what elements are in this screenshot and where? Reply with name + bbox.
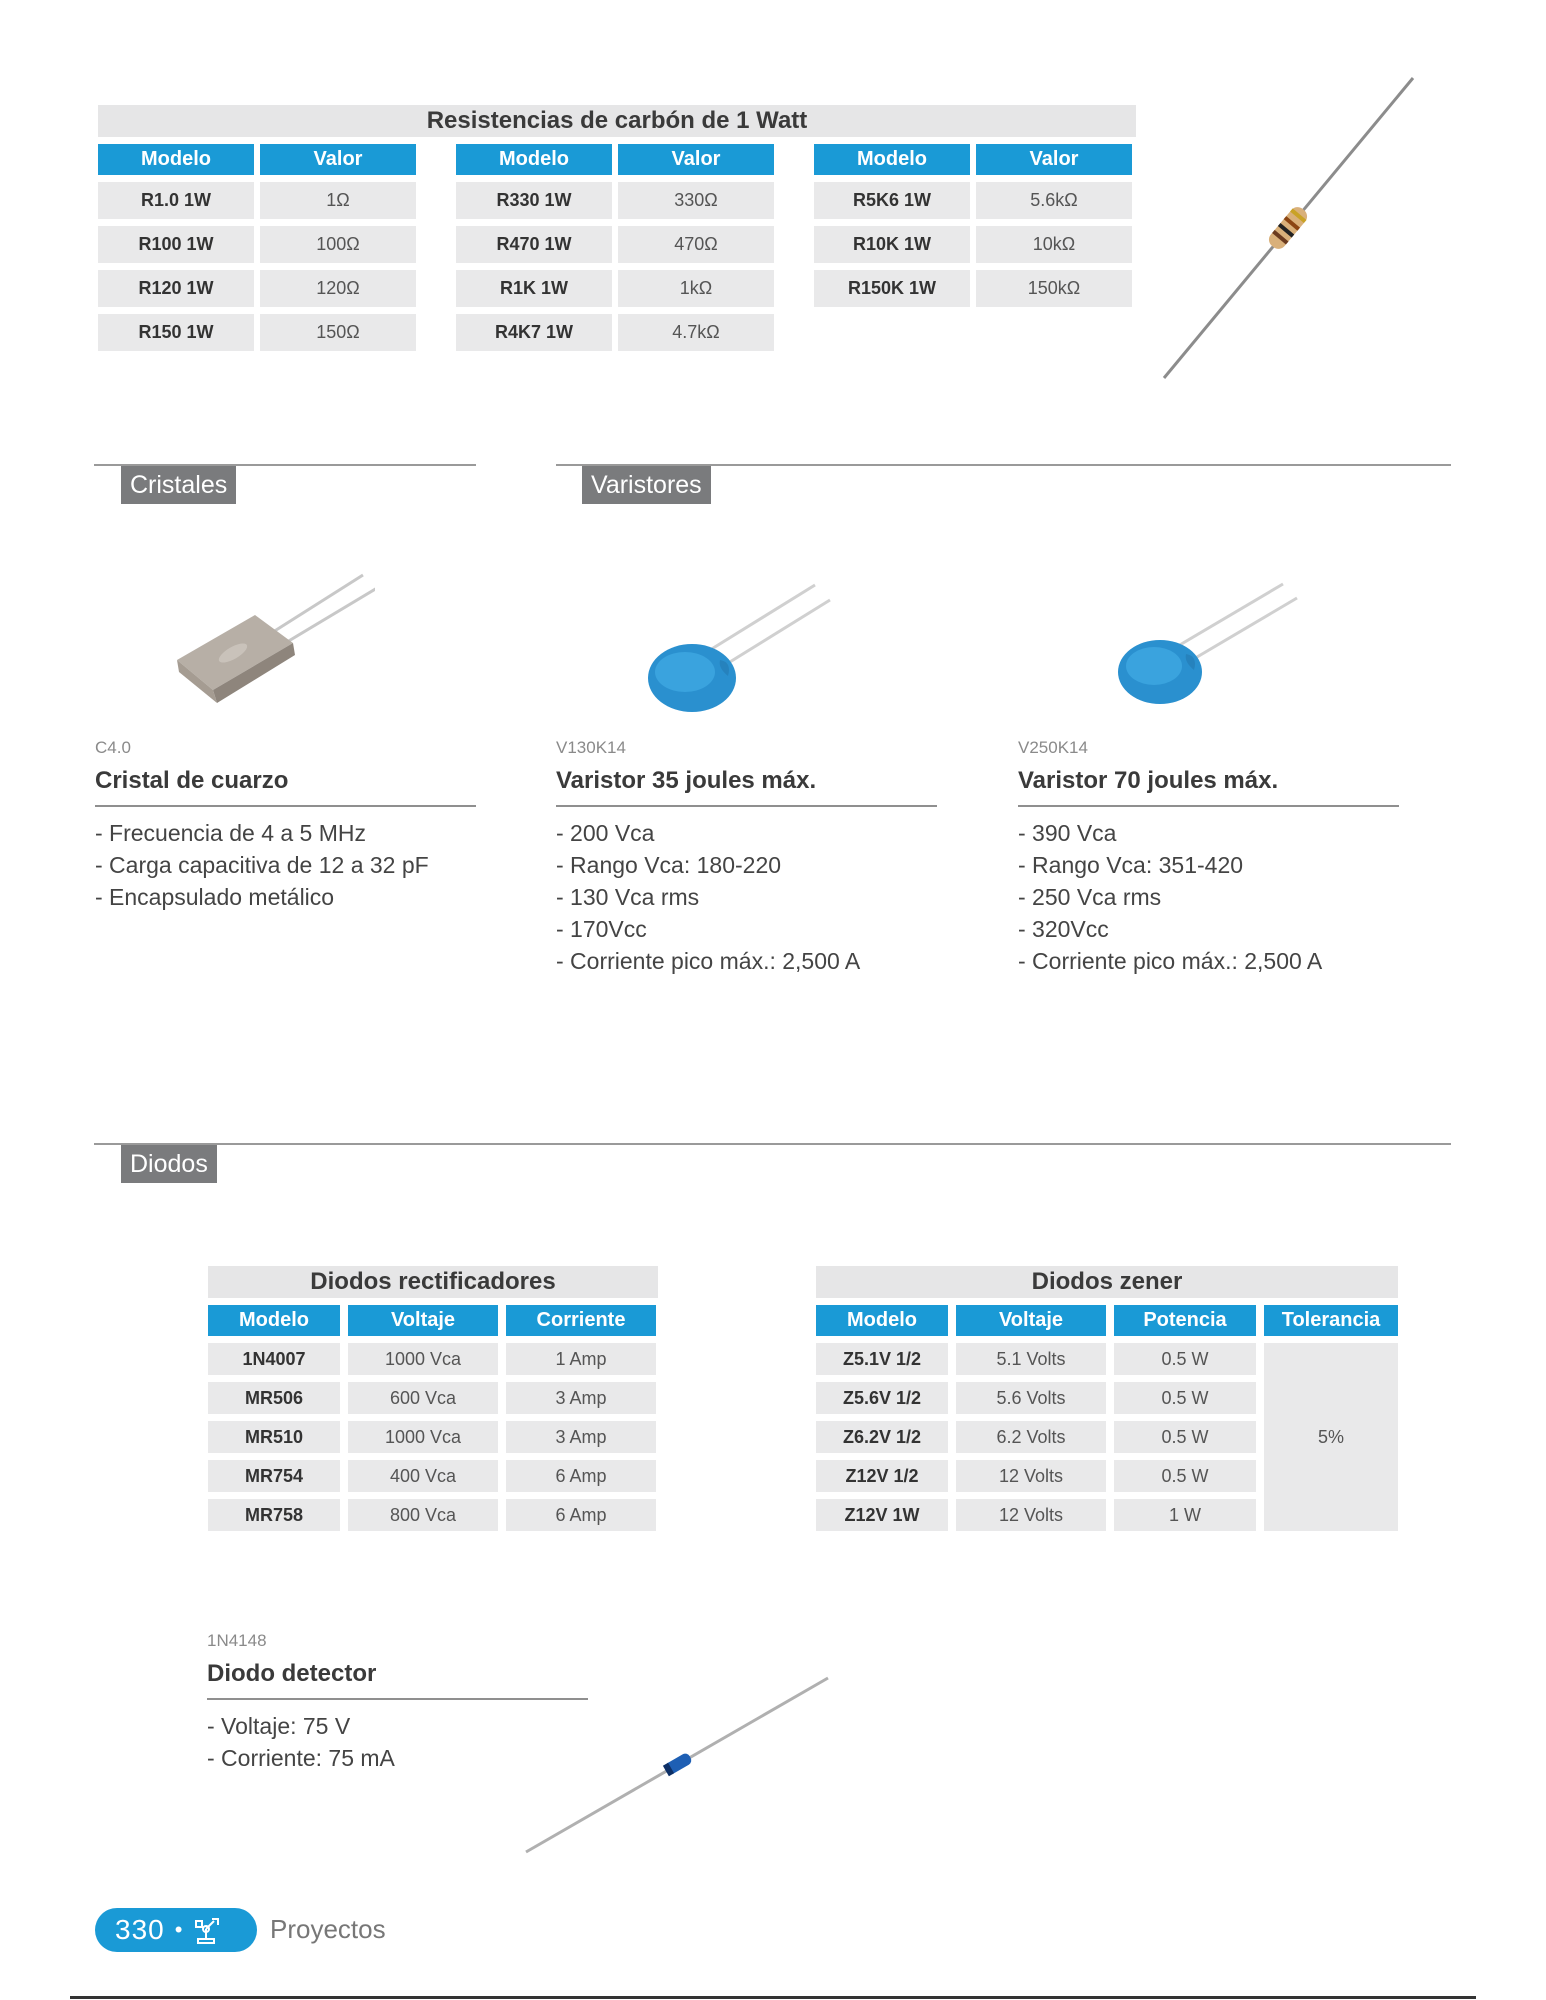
zener-value: 6.2 Volts (956, 1421, 1106, 1453)
resistor-image (1140, 70, 1420, 390)
col-header: Corriente (506, 1305, 656, 1336)
detector-title: Diodo detector (207, 1660, 377, 1687)
col-header-valor: Valor (260, 144, 416, 175)
resistor-model: R150K 1W (814, 270, 970, 307)
rectifier-value: 1000 Vca (348, 1343, 498, 1375)
resistor-model: R470 1W (456, 226, 612, 263)
resistor-value: 150Ω (260, 314, 416, 351)
col-header-valor: Valor (618, 144, 774, 175)
rectifier-value: 800 Vca (348, 1499, 498, 1531)
varistor-70-image (1100, 580, 1310, 730)
crystal-title-rule (95, 805, 476, 807)
resistor-value: 1Ω (260, 182, 416, 219)
zener-value: 5.6 Volts (956, 1382, 1106, 1414)
spec-item: - Frecuencia de 4 a 5 MHz (95, 820, 367, 846)
rectifier-model: MR754 (208, 1460, 340, 1492)
zener-value: 0.5 W (1114, 1460, 1256, 1492)
varistor-70-specs (1018, 817, 1322, 977)
footer-rule (70, 1996, 1476, 1999)
varistor-35-title: Varistor 35 joules máx. (556, 767, 817, 794)
rectifier-model: MR506 (208, 1382, 340, 1414)
resistor-model: R5K6 1W (814, 182, 970, 219)
spec-item: - Rango Vca: 351-420 (1018, 852, 1244, 878)
zener-tolerance: 5% (1264, 1343, 1398, 1531)
resistor-value: 100Ω (260, 226, 416, 263)
rectifier-value: 6 Amp (506, 1499, 656, 1531)
resistor-value: 5.6kΩ (976, 182, 1132, 219)
zener-value: 5.1 Volts (956, 1343, 1106, 1375)
varistor-70-title: Varistor 70 joules máx. (1018, 767, 1279, 794)
rectifier-value: 6 Amp (506, 1460, 656, 1492)
spec-item: - Voltaje: 75 V (207, 1713, 351, 1739)
zener-model: Z12V 1/2 (816, 1460, 948, 1492)
col-header: Modelo (208, 1305, 340, 1336)
resistor-value: 10kΩ (976, 226, 1132, 263)
spec-item: - 250 Vca rms (1018, 884, 1162, 910)
resistor-model: R100 1W (98, 226, 254, 263)
col-header-modelo: Modelo (456, 144, 612, 175)
col-header: Voltaje (956, 1305, 1106, 1336)
detector-diode-image (520, 1670, 840, 1860)
varistor-35-title-rule (556, 805, 937, 807)
spec-item: - Corriente pico máx.: 2,500 A (1018, 948, 1323, 974)
zener-model: Z5.1V 1/2 (816, 1343, 948, 1375)
resistor-value: 1kΩ (618, 270, 774, 307)
varistor-35-code: V130K14 (556, 738, 626, 757)
zener-value: 0.5 W (1114, 1421, 1256, 1453)
rectifier-value: 1 Amp (506, 1343, 656, 1375)
section-tab-varistores: Varistores (582, 466, 711, 504)
rectifier-model: MR758 (208, 1499, 340, 1531)
page-number: 330 (115, 1914, 165, 1945)
resistor-model: R1K 1W (456, 270, 612, 307)
rectifier-value: 3 Amp (506, 1382, 656, 1414)
resistor-model: R150 1W (98, 314, 254, 351)
detector-specs (207, 1710, 395, 1774)
col-header: Potencia (1114, 1305, 1256, 1336)
rectifier-model: 1N4007 (208, 1343, 340, 1375)
crystal-specs (95, 817, 429, 913)
col-header: Tolerancia (1264, 1305, 1398, 1336)
resistor-model: R4K7 1W (456, 314, 612, 351)
spec-item: - Carga capacitiva de 12 a 32 pF (95, 852, 429, 878)
zener-value: 12 Volts (956, 1499, 1106, 1531)
crystal-code: C4.0 (95, 738, 131, 757)
spec-item: - 320Vcc (1018, 916, 1109, 942)
rectifier-value: 1000 Vca (348, 1421, 498, 1453)
zener-model: Z5.6V 1/2 (816, 1382, 948, 1414)
varistor-70-title-rule (1018, 805, 1399, 807)
col-header: Voltaje (348, 1305, 498, 1336)
page-bullet: • (174, 1917, 183, 1942)
spec-item: - 200 Vca (556, 820, 655, 846)
section-tab-diodos: Diodos (121, 1145, 217, 1183)
resistor-value: 4.7kΩ (618, 314, 774, 351)
crystal-title: Cristal de cuarzo (95, 767, 289, 794)
diodos-divider (94, 1143, 1451, 1145)
rectifier-table-title: Diodos rectificadores (208, 1266, 658, 1298)
zener-model: Z6.2V 1/2 (816, 1421, 948, 1453)
spec-item: - 130 Vca rms (556, 884, 700, 910)
crystal-image (165, 560, 375, 720)
resistor-value: 470Ω (618, 226, 774, 263)
spec-item: - Corriente pico máx.: 2,500 A (556, 948, 861, 974)
spec-item: - 390 Vca (1018, 820, 1117, 846)
zener-value: 1 W (1114, 1499, 1256, 1531)
zener-value: 0.5 W (1114, 1343, 1256, 1375)
col-header: Modelo (816, 1305, 948, 1336)
zener-table-title: Diodos zener (816, 1266, 1398, 1298)
varistor-70-code: V250K14 (1018, 738, 1088, 757)
varistor-35-image (630, 580, 840, 730)
spec-item: - Corriente: 75 mA (207, 1745, 395, 1771)
rectifier-value: 400 Vca (348, 1460, 498, 1492)
footer-section-label: Proyectos (270, 1914, 386, 1944)
robot-arm-icon (192, 1915, 222, 1945)
resistor-value: 150kΩ (976, 270, 1132, 307)
resistor-value: 330Ω (618, 182, 774, 219)
detector-code: 1N4148 (207, 1631, 267, 1650)
resistor-model: R330 1W (456, 182, 612, 219)
zener-model: Z12V 1W (816, 1499, 948, 1531)
varistor-35-specs (556, 817, 860, 977)
rectifier-value: 600 Vca (348, 1382, 498, 1414)
zener-value: 0.5 W (1114, 1382, 1256, 1414)
rectifier-value: 3 Amp (506, 1421, 656, 1453)
spec-item: - Encapsulado metálico (95, 884, 335, 910)
rectifier-model: MR510 (208, 1421, 340, 1453)
spec-item: - Rango Vca: 180-220 (556, 852, 782, 878)
resistor-model: R10K 1W (814, 226, 970, 263)
col-header-valor: Valor (976, 144, 1132, 175)
col-header-modelo: Modelo (814, 144, 970, 175)
col-header-modelo: Modelo (98, 144, 254, 175)
resistor-model: R1.0 1W (98, 182, 254, 219)
resistor-value: 120Ω (260, 270, 416, 307)
resistor-model: R120 1W (98, 270, 254, 307)
section-tab-cristales: Cristales (121, 466, 236, 504)
zener-value: 12 Volts (956, 1460, 1106, 1492)
page-badge (95, 1908, 257, 1952)
spec-item: - 170Vcc (556, 916, 647, 942)
resistor-table-title: Resistencias de carbón de 1 Watt (98, 105, 1136, 137)
